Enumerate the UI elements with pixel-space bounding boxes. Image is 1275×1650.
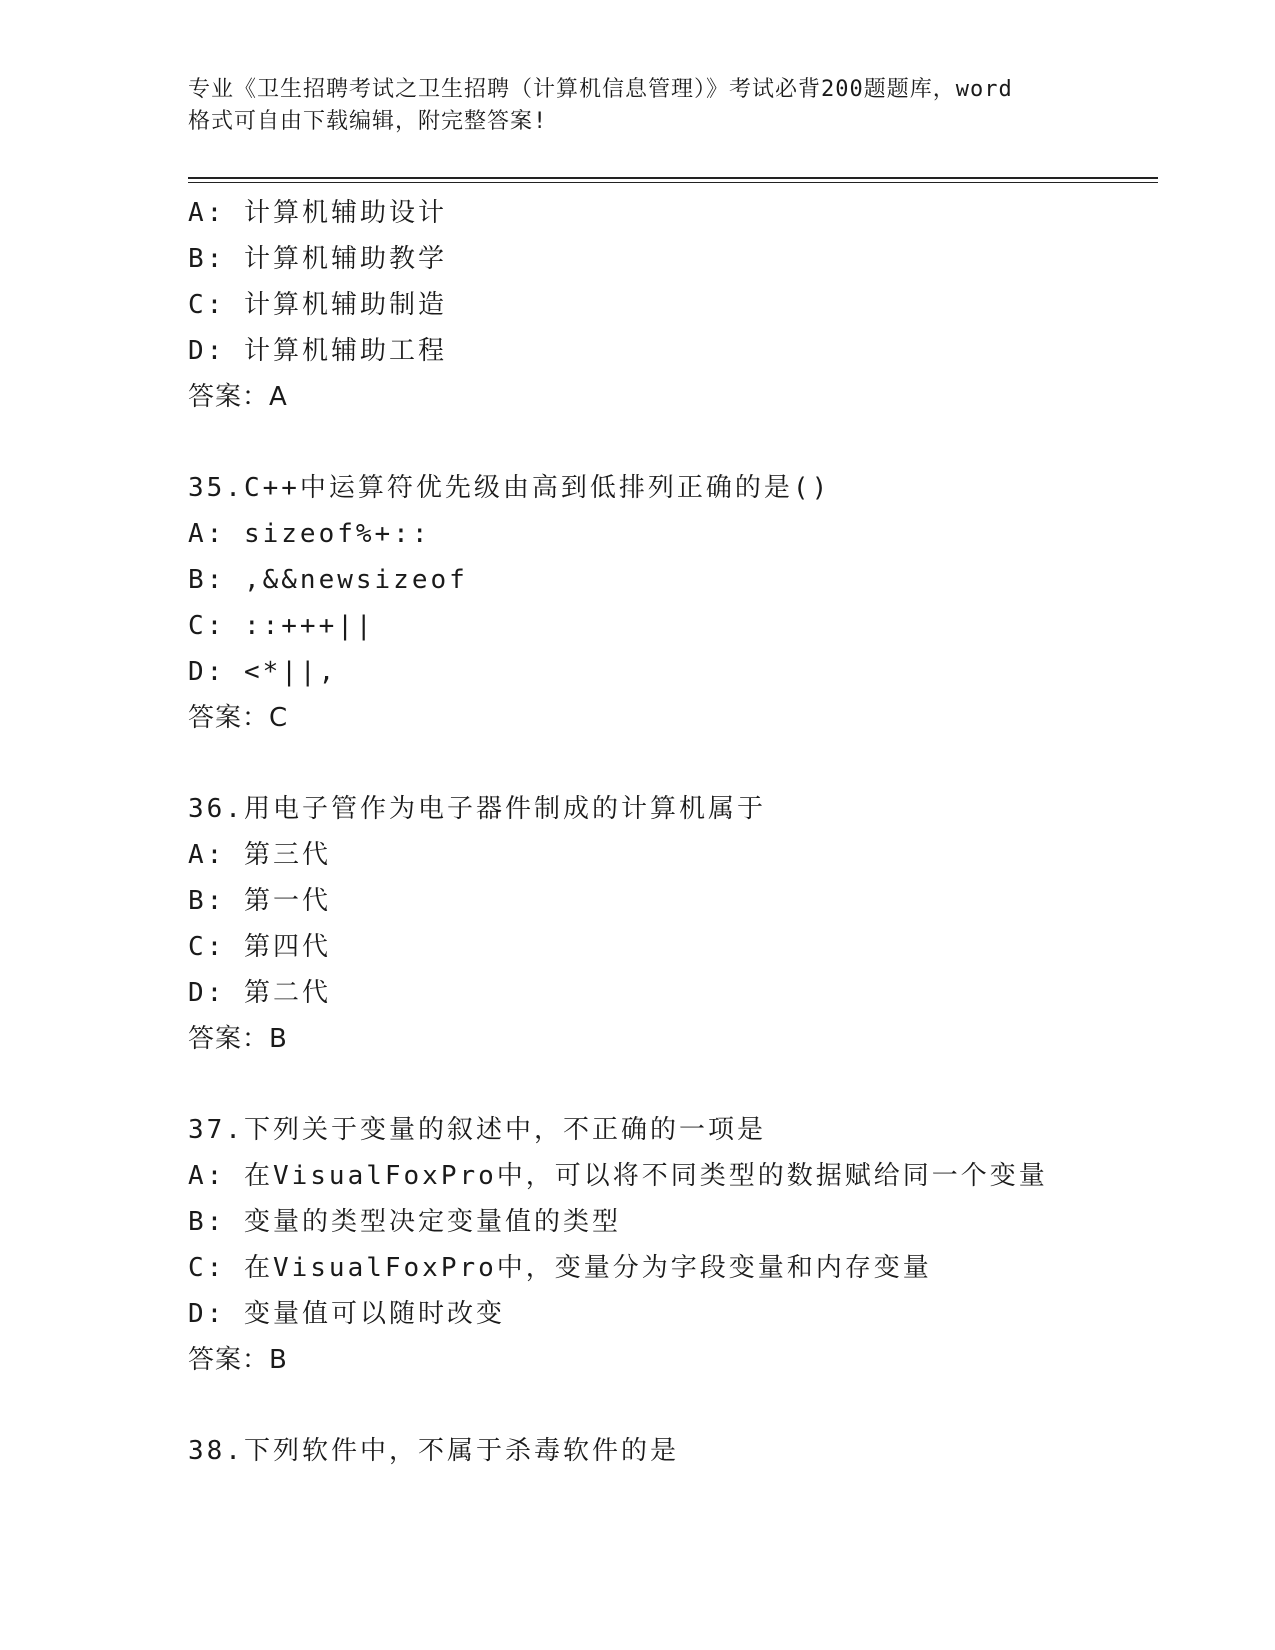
option-c: C: ::+++||: [188, 611, 375, 641]
question-block-34: [188, 190, 1158, 420]
option-c: C: 计算机辅助制造: [188, 290, 447, 320]
question-block-36: [188, 786, 1158, 1062]
option-d: D: <*||,: [188, 657, 338, 687]
answer-line: 答案：B: [188, 1345, 288, 1375]
question-text: 35.C++中运算符优先级由高到低排列正确的是(): [188, 473, 831, 503]
answer-line: 答案：B: [188, 1024, 288, 1054]
answer-line: 答案：A: [188, 382, 288, 412]
block-spacer: [188, 1062, 1158, 1107]
block-spacer: [188, 741, 1158, 786]
option-b: B: 变量的类型决定变量值的类型: [188, 1207, 621, 1237]
option-d: D: 变量值可以随时改变: [188, 1299, 505, 1329]
question-text: 38.下列软件中，不属于杀毒软件的是: [188, 1436, 679, 1466]
option-c: C: 在VisualFoxPro中，变量分为字段变量和内存变量: [188, 1253, 932, 1283]
answer-line: 答案：C: [188, 703, 289, 733]
option-b: B: 第一代: [188, 886, 331, 916]
block-spacer: [188, 420, 1158, 465]
block-spacer: [188, 1383, 1158, 1428]
header-line-1: 专业《卫生招聘考试之卫生招聘（计算机信息管理）》考试必背200题题库，word: [188, 77, 1013, 102]
option-a: A: sizeof%+::: [188, 519, 431, 549]
option-c: C: 第四代: [188, 932, 331, 962]
question-block-37: [188, 1107, 1158, 1383]
option-a: A: 在VisualFoxPro中，可以将不同类型的数据赋给同一个变量: [188, 1161, 1048, 1191]
option-a: A: 计算机辅助设计: [188, 198, 447, 228]
option-d: D: 第二代: [188, 978, 331, 1008]
header-line-2: 格式可自由下载编辑，附完整答案!: [188, 109, 548, 134]
question-block-38: [188, 1428, 1158, 1474]
option-b: B: 计算机辅助教学: [188, 244, 447, 274]
option-b: B: ,&&newsizeof: [188, 565, 468, 595]
option-d: D: 计算机辅助工程: [188, 336, 447, 366]
option-a: A: 第三代: [188, 840, 331, 870]
question-text: 36.用电子管作为电子器件制成的计算机属于: [188, 794, 766, 824]
header-divider: [188, 177, 1158, 183]
question-text: 37.下列关于变量的叙述中，不正确的一项是: [188, 1115, 766, 1145]
question-block-35: [188, 465, 1158, 741]
document-header: [188, 74, 1118, 138]
question-list: [188, 190, 1158, 1474]
